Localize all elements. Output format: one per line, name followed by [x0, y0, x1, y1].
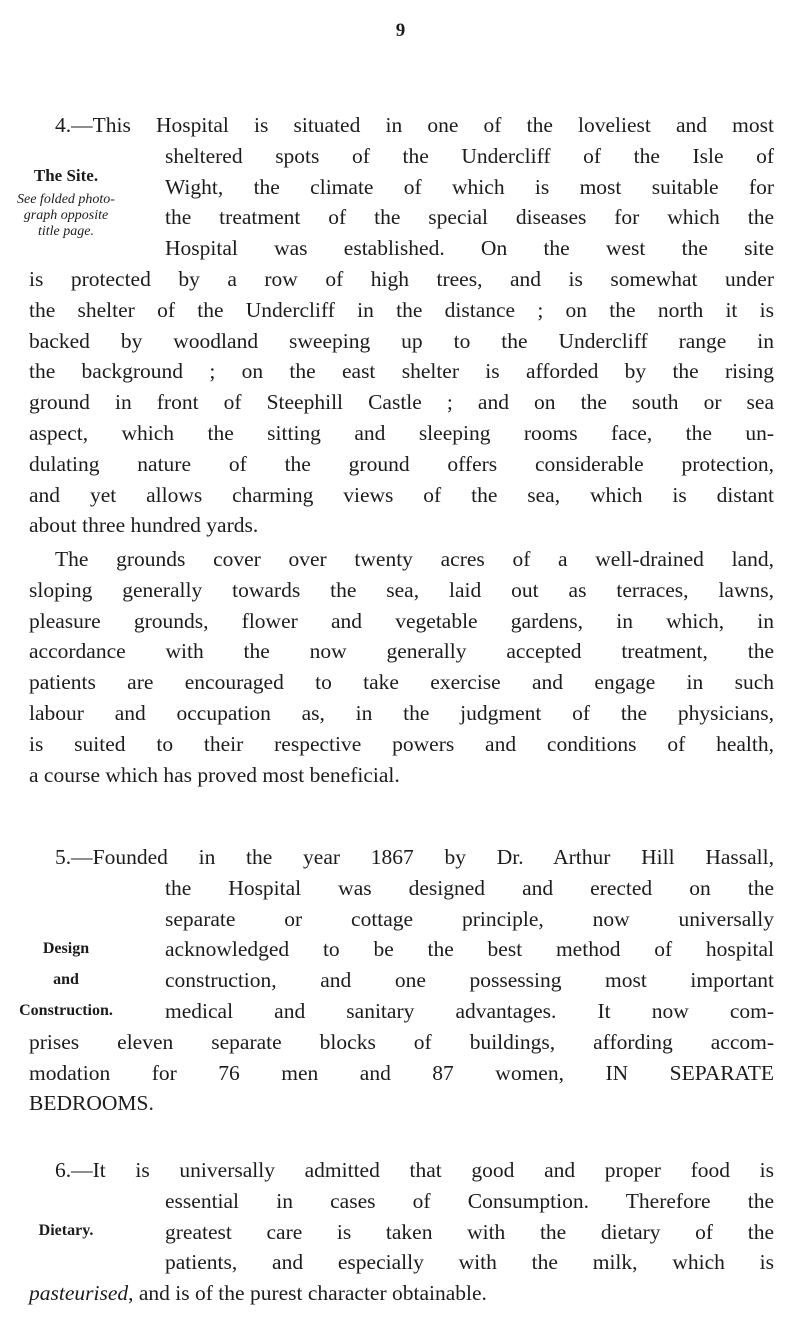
text-line: BEDROOMS. — [29, 1091, 154, 1116]
text-line: the shelter of the Undercliff in the distance ; on the north it is — [29, 297, 774, 322]
text-line: backed by woodland sweeping up to the Undercliff range in — [29, 328, 774, 353]
sidenote-design-and-construction: Design and Construction. — [19, 940, 113, 1019]
text-line: accordance with the now generally accepted treatment, the — [29, 639, 774, 664]
text-line: is suited to their respective powers and conditions of health, — [29, 731, 774, 756]
text-line: patients, and especially with the milk, which is — [165, 1250, 774, 1275]
section-5-paragraph — [29, 842, 774, 1119]
text-line: greatest care is taken with the dietary of the — [165, 1219, 774, 1244]
section-4-paragraph — [29, 110, 774, 541]
text-line: aspect, which the sitting and sleeping rooms face, the un- — [29, 420, 774, 445]
section-6-paragraph — [29, 1155, 774, 1309]
sidenote-dietary: Dietary. — [38, 1222, 94, 1239]
text-line: Wight, the climate of which is most suitable for — [165, 174, 774, 199]
text-line: 6.—It is universally admitted that good and proper food is — [55, 1158, 774, 1182]
text-line: and yet allows charming views of the sea, which is distant — [29, 482, 774, 507]
text-line: about three hundred yards. — [29, 513, 259, 538]
text-line: separate or cottage principle, now universally — [165, 906, 774, 931]
text-line: pleasure grounds, flower and vegetable gardens, in which, in — [29, 608, 774, 633]
text-line: the background ; on the east shelter is afforded by the rising — [29, 359, 774, 384]
text-line: Hospital was established. On the west the site — [165, 236, 774, 261]
text-line: essential in cases of Consumption. Therefore the — [165, 1188, 774, 1213]
page-number: 9 — [395, 20, 406, 41]
text-line: 4.—This Hospital is situated in one of the loveliest and most — [55, 113, 774, 137]
text-line: dulating nature of the ground offers considerable protection, — [29, 451, 774, 476]
text-line: acknowledged to be the best method of hospital — [165, 937, 774, 962]
text-line: medical and sanitary advantages. It now com- — [165, 998, 774, 1023]
text-line: a course which has proved most beneficial. — [29, 762, 400, 787]
text-line: 5.—Founded in the year 1867 by Dr. Arthur Hill Hassall, — [55, 845, 774, 869]
sidenote-the-site: The Site. — [33, 166, 99, 185]
text-line: is protected by a row of high trees, and is somewhat under — [29, 266, 774, 291]
text-line: labour and occupation as, in the judgment of the physicians, — [29, 700, 774, 725]
text-line: the treatment of the special diseases for which the — [165, 205, 774, 230]
grounds-paragraph — [29, 544, 774, 790]
text-line: construction, and one possessing most important — [165, 968, 774, 993]
sidenote-photo-reference: See folded photo- graph opposite title page. — [17, 192, 115, 239]
text-line: prises eleven separate blocks of buildings, affording accom- — [29, 1029, 774, 1054]
text-line: sloping generally towards the sea, laid out as terraces, lawns, — [29, 577, 774, 602]
text-line: patients are encouraged to take exercise and engage in such — [29, 670, 774, 695]
text-line: modation for 76 men and 87 women, IN SEPARATE — [29, 1060, 774, 1085]
italic-word: pasteurised — [29, 1281, 129, 1306]
text-line: The grounds cover over twenty acres of a well-drained land, — [55, 547, 774, 571]
text-line: sheltered spots of the Undercliff of the Isle of — [165, 143, 774, 168]
text-line: pasteurised, and is of the purest character obtainable. — [29, 1281, 487, 1306]
text-line: ground in front of Steephill Castle ; and on the south or sea — [29, 390, 774, 415]
text-line: the Hospital was designed and erected on the — [165, 875, 774, 900]
